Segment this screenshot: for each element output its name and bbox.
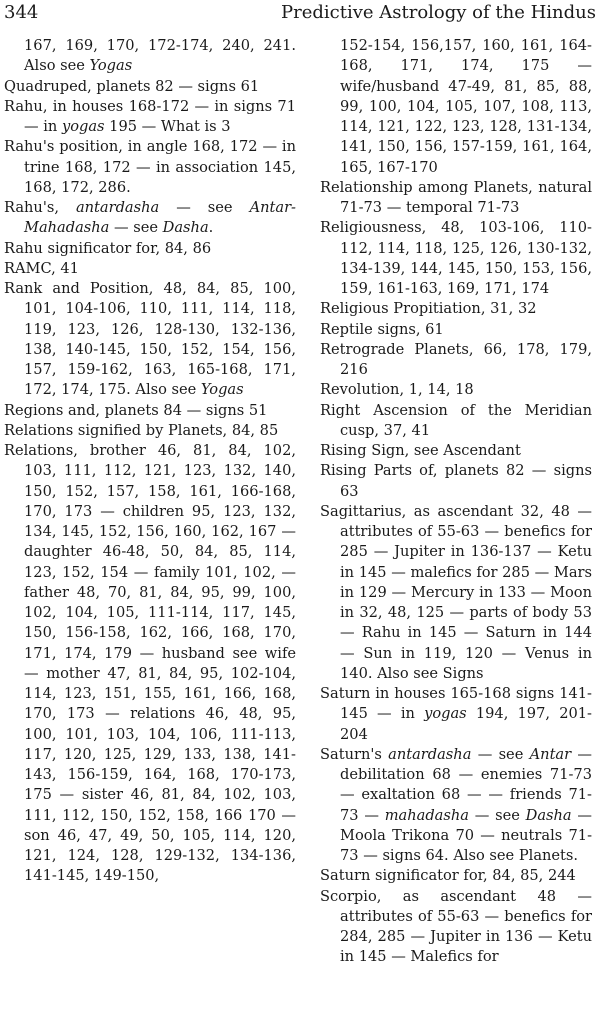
index-entry: Relations signified by Planets, 84, 85	[4, 421, 279, 439]
index-entry: 152-154, 156,157, 160, 161, 164-168, 171, 174, 175 — wife/husband 47-49, 81, 85, 88, 99, 100, 104, 105, 107, 108, 113, 114, 121, 122, 123, 128, 131-134, 141, 150, 156, 157-159, 161, 164, 165, 167-170	[340, 37, 592, 176]
index-entry: Right Ascension of the Meridian cusp, 37, 41	[320, 401, 592, 439]
index-entry: Revolution, 1, 14, 18	[320, 381, 474, 399]
index-entry: Quadruped, planets 82 — signs 61	[4, 77, 260, 95]
index-entry: Rahu significator for, 84, 86	[4, 239, 212, 257]
index-column-left	[4, 36, 296, 887]
page-number: 344	[4, 2, 39, 23]
index-entry: Saturn's antardasha — see Antar — debilitation 68 — enemies 71-73 — exaltation 68 — — friends 71-73 — mahadasha — see Dasha — Moola Trikona 70 — neutrals 71-73 — signs 64. Also see Planets.	[320, 745, 592, 864]
index-entry: Saturn significator for, 84, 85, 244	[320, 867, 576, 885]
index-entry: Rahu's position, in angle 168, 172 — in trine 168, 172 — in association 145, 168, 172, 286.	[4, 138, 296, 196]
index-entry: 167, 169, 170, 172-174, 240, 241. Also see Yogas	[24, 37, 296, 75]
index-entry: Religiousness, 48, 103-106, 110-112, 114, 118, 125, 126, 130-132, 134-139, 144, 145, 150, 153, 156, 159, 161-163, 169, 171, 174	[320, 219, 592, 297]
index-entry: Rank and Position, 48, 84, 85, 100, 101, 104-106, 110, 111, 114, 118, 119, 123, 126, 128-130, 132-136, 138, 140-145, 150, 152, 154, 156, 157, 159-162, 163, 165-168, 171, 172, 174, 175. Also see Yogas	[4, 280, 296, 399]
index-entry: Relations, brother 46, 81, 84, 102, 103, 111, 112, 121, 123, 132, 140, 150, 152, 157, 158, 161, 166-168, 170, 173 — children 95, 123, 132, 134, 145, 152, 156, 160, 162, 167 — daughter 46-48, 50, 84, 85, 114, 123, 152, 154 — family 101, 102, — father 48, 70, 81, 84, 95, 99, 100, 102, 104, 105, 111-114, 117, 145, 150, 156-158, 162, 166, 168, 170, 171, 174, 179 — husband see wife — mother 47, 81, 84, 95, 102-104, 114, 123, 151, 155, 161, 166, 168, 170, 173 — relations 46, 48, 95, 100, 101, 103, 104, 106, 111-113, 117, 120, 125, 129, 133, 138, 141-143, 156-159, 164, 168, 170-173, 175 — sister 46, 81, 84, 102, 103, 111, 112, 150, 152, 158, 166 170 — son 46, 47, 49, 50, 105, 114, 120, 121, 124, 128, 129-132, 134-136, 141-145, 149-150,	[4, 442, 296, 885]
index-entry: Reptile signs, 61	[320, 320, 444, 338]
page-header	[4, 2, 596, 26]
index-entry: Religious Propitiation, 31, 32	[320, 300, 537, 318]
index-entry: Rising Parts of, planets 82 — signs 63	[320, 462, 592, 500]
index-entry: Relationship among Planets, natural 71-73 — temporal 71-73	[320, 178, 592, 216]
index-entry: Rahu's, antardasha — see Antar-Mahadasha — see Dasha.	[4, 199, 296, 237]
index-entry: Rahu, in houses 168-172 — in signs 71 — in yogas 195 — What is 3	[4, 97, 296, 135]
index-entry: Regions and, planets 84 — signs 51	[4, 401, 268, 419]
index-entry: Retrograde Planets, 66, 178, 179, 216	[320, 340, 592, 378]
running-title: Predictive Astrology of the Hindus	[281, 2, 596, 23]
index-entry: Scorpio, as ascendant 48 — attributes of 55-63 — benefics for 284, 285 — Jupiter in 136 — Ketu in 145 — Malefics for	[320, 887, 592, 966]
index-entry: RAMC, 41	[4, 259, 79, 277]
index-entry: Rising Sign, see Ascendant	[320, 442, 521, 459]
index-column-right	[320, 36, 592, 968]
index-entry: Sagittarius, as ascendant 32, 48 — attributes of 55-63 — benefics for 285 — Jupiter in 136-137 — Ketu in 145 — malefics for 285 — Mars in 129 — Mercury in 133 — Moon in 32, 48, 125 — parts of body 53 — Rahu in 145 — Saturn in 144 — Sun in 119, 120 — Venus in 140. Also see Signs	[320, 502, 592, 682]
index-entry: Saturn in houses 165-168 signs 141-145 — in yogas 194, 197, 201-204	[320, 685, 592, 743]
